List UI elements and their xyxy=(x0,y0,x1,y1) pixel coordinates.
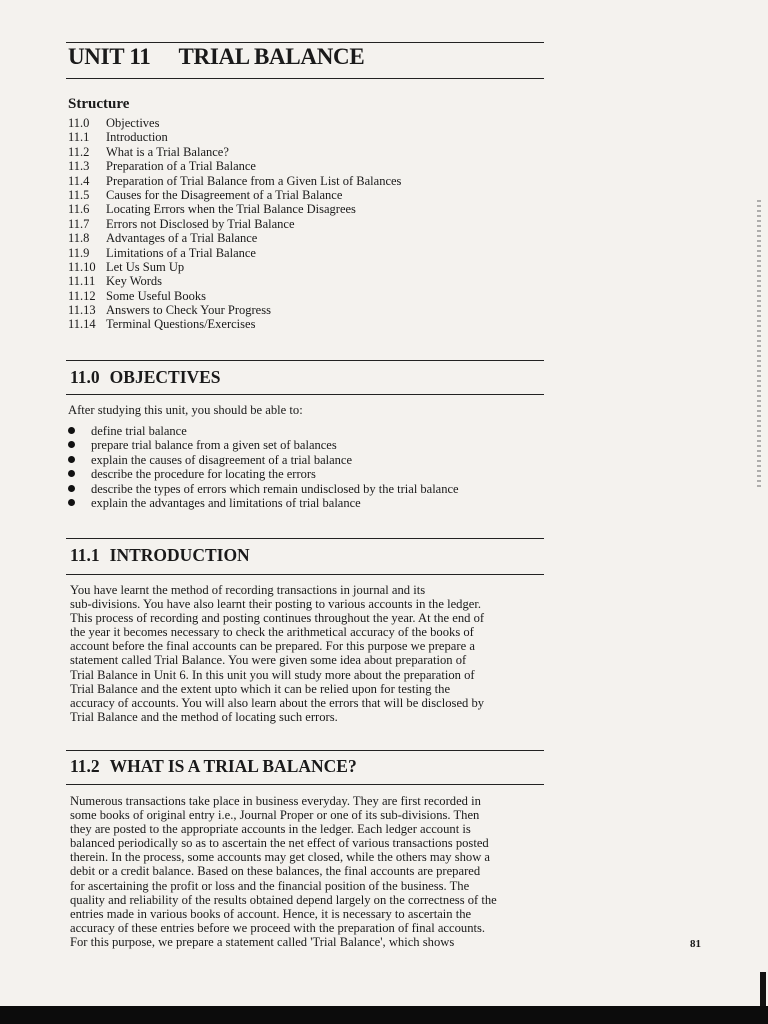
structure-item xyxy=(68,145,401,159)
unit-title-text: TRIAL BALANCE xyxy=(178,44,365,69)
unit-title xyxy=(68,44,364,70)
structure-item xyxy=(68,188,401,202)
objective-text: describe the types of errors which remain undisclosed by the trial balance xyxy=(91,481,459,496)
paragraph-line: therein. In the process, some accounts may get closed, while the others may show a xyxy=(70,850,491,865)
bullet-icon xyxy=(68,499,75,506)
structure-item-number: 11.9 xyxy=(68,245,90,260)
introduction-paragraph xyxy=(70,583,548,724)
structure-item xyxy=(68,217,401,231)
structure-item-number: 11.0 xyxy=(68,116,90,130)
structure-item xyxy=(68,130,401,144)
paragraph-line: debit or a credit balance. Based on these balances, the final accounts are prepared xyxy=(70,864,481,879)
paragraph-line: the year it becomes necessary to check the arithmetical accuracy of the books of xyxy=(70,625,474,640)
paragraph-line: You have learnt the method of recording transactions in journal and its xyxy=(70,583,426,597)
objective-item xyxy=(68,467,459,481)
structure-item xyxy=(68,303,401,317)
trial-balance-number: 11.2 xyxy=(70,756,100,776)
structure-item-number: 11.14 xyxy=(68,317,96,332)
objective-text: define trial balance xyxy=(91,424,187,438)
objective-item xyxy=(68,496,459,510)
trial-balance-heading xyxy=(70,756,357,777)
structure-item xyxy=(68,202,401,216)
structure-item-label: Preparation of a Trial Balance xyxy=(106,159,256,174)
structure-item-label: Objectives xyxy=(106,116,160,130)
trial-balance-title: WHAT IS A TRIAL BALANCE? xyxy=(109,756,357,776)
paragraph-line: for ascertaining the profit or loss and the financial position of the business. The xyxy=(70,878,470,893)
structure-item-label: Let Us Sum Up xyxy=(106,259,185,274)
paragraph-line: For this purpose, we prepare a statement called 'Trial Balance', which shows xyxy=(70,934,455,949)
objective-item xyxy=(68,482,459,496)
page-number: 81 xyxy=(690,938,701,950)
structure-item-label: Terminal Questions/Exercises xyxy=(106,317,256,332)
paragraph-line: balanced periodically so as to ascertain the net effect of various transactions posted xyxy=(70,836,489,851)
objectives-title: OBJECTIVES xyxy=(109,367,221,387)
objectives-heading xyxy=(70,367,221,388)
paragraph-line: Numerous transactions take place in business everyday. They are first recorded in xyxy=(70,794,481,808)
trial-balance-rule-top xyxy=(66,750,544,751)
bullet-icon xyxy=(68,485,75,492)
structure-item-number: 11.13 xyxy=(68,303,96,318)
structure-item-label: What is a Trial Balance? xyxy=(106,144,229,159)
objective-item xyxy=(68,453,459,467)
objective-text: explain the causes of disagreement of a trial balance xyxy=(91,452,352,467)
paragraph-line: accuracy of accounts. You will also learn about the errors that will be disclosed by xyxy=(70,695,485,710)
paragraph-line: entries made in various books of account. Hence, it is necessary to ascertain the xyxy=(70,906,472,921)
structure-item-number: 11.2 xyxy=(68,144,90,159)
structure-item-number: 11.1 xyxy=(68,130,90,145)
structure-item-number: 11.6 xyxy=(68,202,90,217)
structure-item-label: Advantages of a Trial Balance xyxy=(106,231,258,246)
paragraph-line: This process of recording and posting continues throughout the year. At the end of xyxy=(70,611,485,626)
structure-item-label: Some Useful Books xyxy=(106,288,206,303)
trial-balance-rule-bottom xyxy=(66,784,544,785)
structure-item-number: 11.5 xyxy=(68,187,90,202)
structure-item xyxy=(68,116,401,130)
objective-text: prepare trial balance from a given set of balances xyxy=(91,438,337,453)
structure-item-number: 11.12 xyxy=(68,288,96,303)
paragraph-line: Trial Balance in Unit 6. In this unit you will study more about the preparation of xyxy=(70,667,475,682)
structure-item xyxy=(68,174,401,188)
structure-item-number: 11.3 xyxy=(68,159,90,174)
paragraph-line: Trial Balance and the method of locating such errors. xyxy=(70,709,338,724)
introduction-heading xyxy=(70,545,250,566)
structure-item-number: 11.10 xyxy=(68,259,96,274)
bullet-icon xyxy=(68,456,75,463)
structure-list xyxy=(68,116,401,332)
structure-item-label: Limitations of a Trial Balance xyxy=(106,245,256,260)
trial-balance-paragraph xyxy=(70,794,548,949)
top-rule xyxy=(66,42,544,43)
paragraph-line: some books of original entry i.e., Journal Proper or one of its sub-divisions. Then xyxy=(70,808,480,823)
introduction-number: 11.1 xyxy=(70,545,100,565)
introduction-rule-top xyxy=(66,538,544,539)
objective-item xyxy=(68,424,459,438)
bullet-icon xyxy=(68,427,75,434)
objectives-rule-top xyxy=(66,360,544,361)
structure-item xyxy=(68,231,401,245)
structure-item-number: 11.8 xyxy=(68,231,90,246)
structure-item-number: 11.7 xyxy=(68,216,90,231)
structure-item-number: 11.4 xyxy=(68,173,90,188)
structure-item-label: Errors not Disclosed by Trial Balance xyxy=(106,216,295,231)
bullet-icon xyxy=(68,470,75,477)
structure-item-label: Locating Errors when the Trial Balance Disagrees xyxy=(106,202,356,217)
objective-text: describe the procedure for locating the errors xyxy=(91,467,316,482)
structure-item xyxy=(68,246,401,260)
structure-heading: Structure xyxy=(68,96,130,112)
structure-item-label: Causes for the Disagreement of a Trial Balance xyxy=(106,187,343,202)
scan-edge-noise xyxy=(757,200,761,490)
paragraph-line: account before the final accounts can be prepared. For this purpose we prepare a xyxy=(70,639,475,654)
structure-item xyxy=(68,317,401,331)
paragraph-line: quality and reliability of the results obtained depend largely on the correctness of the xyxy=(70,892,497,907)
introduction-rule-bottom xyxy=(66,574,544,575)
scan-bottom-border xyxy=(0,1006,768,1024)
structure-item-label: Key Words xyxy=(106,274,163,289)
bullet-icon xyxy=(68,441,75,448)
structure-item-label: Preparation of Trial Balance from a Given List of Balances xyxy=(106,173,402,188)
objective-text: explain the advantages and limitations of trial balance xyxy=(91,495,361,510)
structure-item-label: Answers to Check Your Progress xyxy=(106,303,271,318)
objectives-list xyxy=(68,424,459,510)
unit-number: UNIT 11 xyxy=(68,44,151,69)
paragraph-line: sub-divisions. You have also learnt their posting to various accounts in the ledger. xyxy=(70,597,481,612)
paragraph-line: accuracy of these entries before we proceed with the preparation of final accounts. xyxy=(70,920,486,935)
paragraph-line: statement called Trial Balance. You were given some idea about preparation of xyxy=(70,653,467,668)
introduction-title: INTRODUCTION xyxy=(109,545,250,565)
structure-item-number: 11.11 xyxy=(68,274,96,289)
objective-item xyxy=(68,438,459,452)
paragraph-line: Trial Balance and the extent upto which it can be relied upon for testing the xyxy=(70,681,451,696)
objectives-rule-bottom xyxy=(66,394,544,395)
structure-item xyxy=(68,274,401,288)
objectives-intro: After studying this unit, you should be able to: xyxy=(68,403,303,417)
structure-item-label: Introduction xyxy=(106,130,168,145)
structure-item xyxy=(68,260,401,274)
title-underline xyxy=(66,78,544,79)
paragraph-line: they are posted to the appropriate accounts in the ledger. Each ledger account is xyxy=(70,822,471,837)
objectives-number: 11.0 xyxy=(70,367,100,387)
structure-item xyxy=(68,289,401,303)
structure-item xyxy=(68,159,401,173)
